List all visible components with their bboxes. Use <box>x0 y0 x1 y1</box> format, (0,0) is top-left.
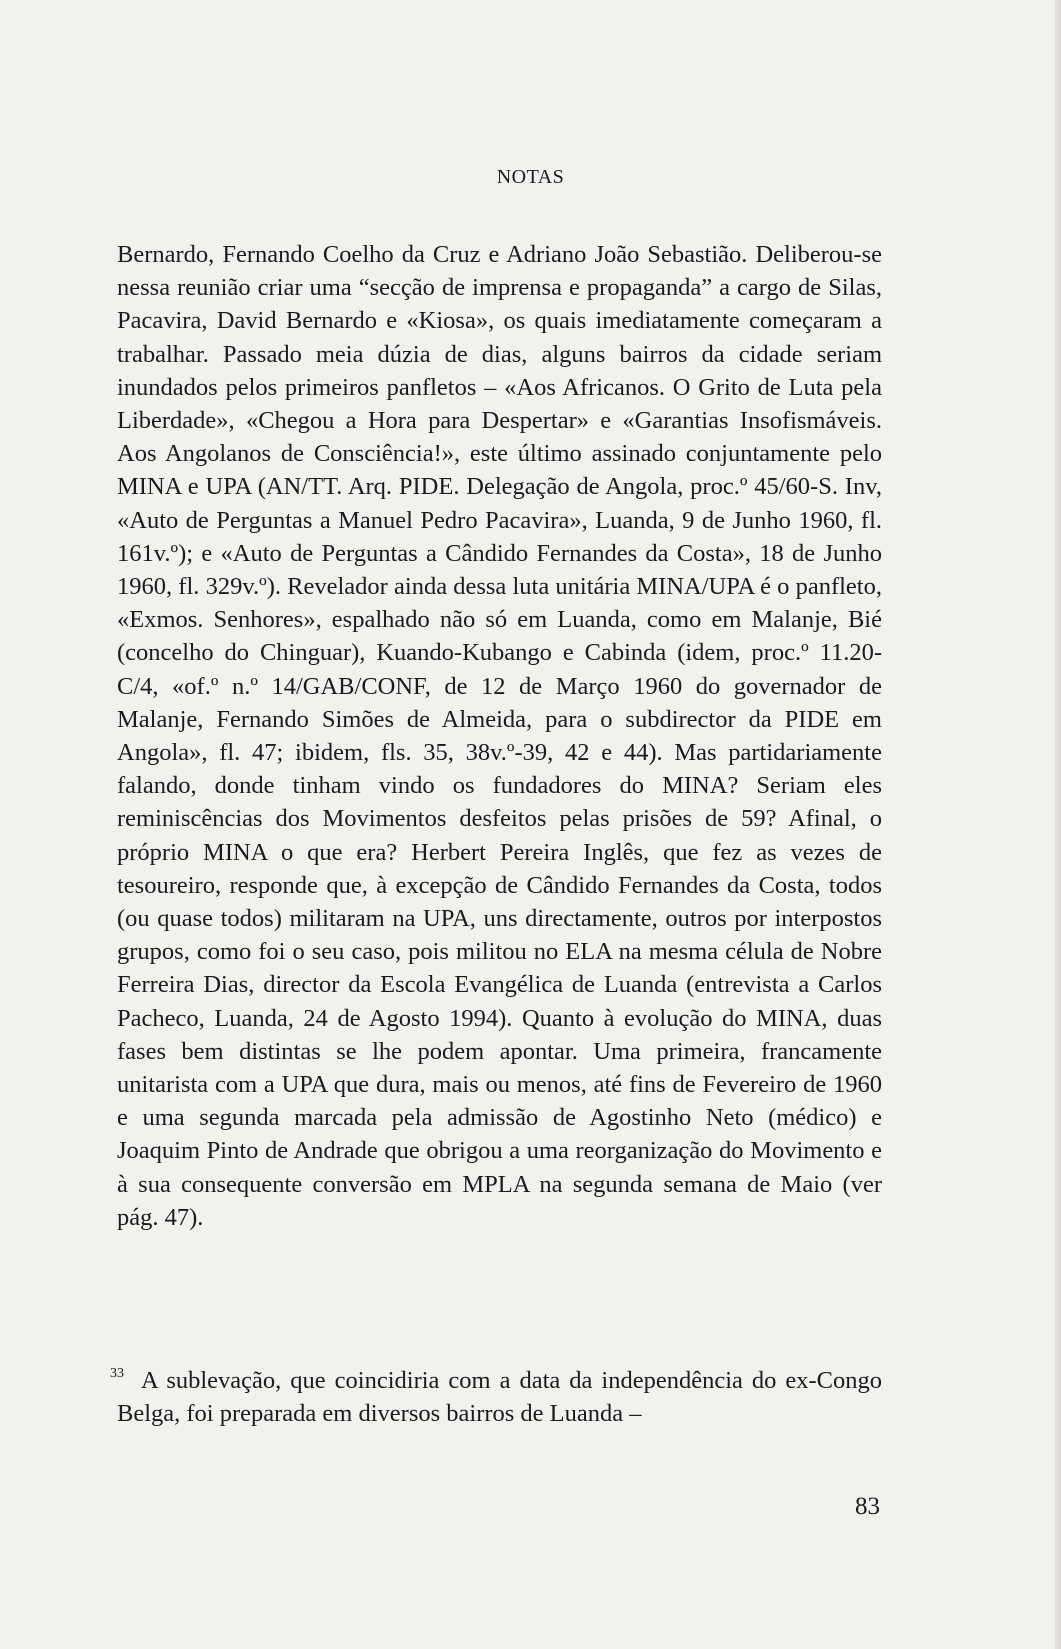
note-number: 33 <box>110 1366 124 1381</box>
note-continuation-paragraph: Bernardo, Fernando Coelho da Cruz e Adriano João Sebastião. Deliberou-se nessa reunião criar uma “secção de imprensa e propaganda” a cargo de Silas, Pacavira, David Bernardo e «Kiosa», os quais imediatamente começaram a trabalhar. Passado meia dúzia de dias, alguns bairros da cidade seriam inundados pelos primeiros panfletos – «Aos Africanos. O Grito de Luta pela Liberdade», «Chegou a Hora para Despertar» e «Garantias Insofismáveis. Aos Angolanos de Consciência!», este último assinado conjuntamente pelo MINA e UPA (AN/TT. Arq. PIDE. Delegação de Angola, proc.º 45/60-S. Inv, «Auto de Perguntas a Manuel Pedro Pacavira», Luanda, 9 de Junho 1960, fl. 161v.º); e «Auto de Perguntas a Cândido Fernandes da Costa», 18 de Junho 1960, fl. 329v.º). Revelador ainda dessa luta unitária MINA/UPA é o panfleto, «Exmos. Senhores», espalhado não só em Luanda, como em Malanje, Bié (concelho do Chinguar), Kuando-Kubango e Cabinda (idem, proc.º 11.20-C/4, «of.º n.º 14/GAB/CONF, de 12 de Março 1960 do governador de Malanje, Fernando Simões de Almeida, para o subdirector da PIDE em Angola», fl. 47; ibidem, fls. 35, 38v.º-39, 42 e 44). Mas partidariamente falando, donde tinham vindo os fundadores do MINA? Seriam eles reminiscências dos Movimentos desfeitos pelas prisões de 59? Afinal, o próprio MINA o que era? Herbert Pereira Inglês, que fez as vezes de tesoureiro, responde que, à excepção de Cândido Fernandes da Costa, todos (ou quase todos) militaram na UPA, uns directamente, outros por interpostos grupos, como foi o seu caso, pois militou no ELA na mesma célula de Nobre Ferreira Dias, director da Escola Evangélica de Luanda (entrevista a Carlos Pacheco, Luanda, 24 de Agosto 1994). Quanto à evolução do MINA, duas fases bem distintas se lhe podem apontar. Uma primeira, francamente unitarista com a UPA que dura, mais ou menos, até fins de Fevereiro de 1960 e uma segunda marcada pela admissão de Agostinho Neto (médico) e Joaquim Pinto de Andrade que obrigou a uma reorganização do Movimento e à sua consequente conversão em MPLA na segunda semana de Maio (ver pág. 47). <box>117 241 882 1231</box>
note-text: A sublevação, que coincidiria com a data da independência do ex-Congo Belga, foi preparada em diversos bairros de Luanda – <box>117 1367 882 1428</box>
page-number: 83 <box>855 1493 880 1520</box>
page-edge <box>1055 0 1061 1649</box>
running-header: NOTAS <box>496 166 565 188</box>
